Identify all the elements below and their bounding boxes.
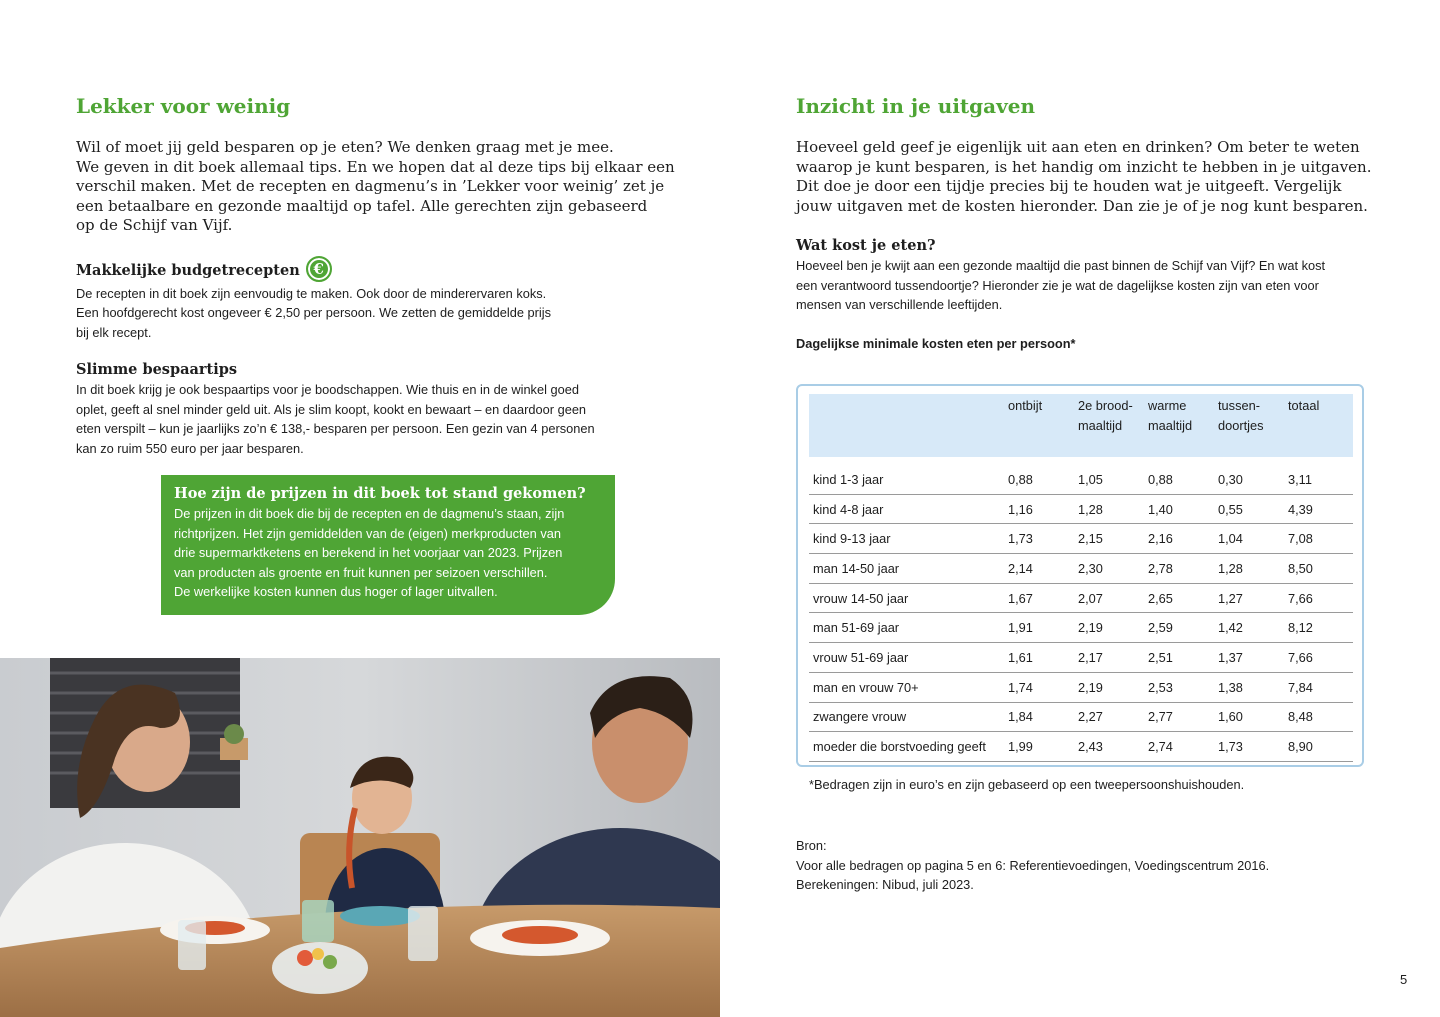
table-row <box>809 672 1353 702</box>
value-cell: 1,73 <box>1004 524 1074 554</box>
text-line: een verantwoord tussendoortje? Hieronder zie je wat de dagelijkse kosten zijn van eten voor <box>796 277 1319 293</box>
value-cell: 2,59 <box>1144 613 1214 643</box>
value-cell: 2,77 <box>1144 702 1214 732</box>
value-cell: 2,78 <box>1144 554 1214 584</box>
value-cell: 0,88 <box>1004 457 1074 494</box>
value-cell: 1,28 <box>1214 554 1284 584</box>
text-line: De recepten in dit boek zijn eenvoudig te maken. Ook door de minderervaren koks. <box>76 285 547 301</box>
text-line: mensen van verschillende leeftijden. <box>796 297 1003 312</box>
value-cell: 2,30 <box>1074 554 1144 584</box>
text-line: De werkelijke kosten kunnen dus hoger of lager uitvallen. <box>174 584 498 599</box>
value-cell: 0,88 <box>1144 457 1214 494</box>
table-row <box>809 643 1353 673</box>
value-cell: 1,61 <box>1004 643 1074 673</box>
intro-line: verschil maken. Met de recepten en dagmenu’s in ’Lekker voor weinig’ zet je <box>76 177 665 195</box>
value-cell: 1,04 <box>1214 524 1284 554</box>
text-line: In dit boek krijg je ook bespaartips voor je boodschappen. Wie thuis en in de winkel goed <box>76 382 579 397</box>
value-cell: 2,53 <box>1144 672 1214 702</box>
value-cell: 2,14 <box>1004 554 1074 584</box>
value-cell: 7,66 <box>1284 583 1353 613</box>
row-label-cell: vrouw 51-69 jaar <box>809 643 1004 673</box>
value-cell: 2,07 <box>1074 583 1144 613</box>
table-footnote: *Bedragen zijn in euro’s en zijn gebaseerd op een tweepersoonshuishouden. <box>809 777 1245 792</box>
row-label-cell: kind 1-3 jaar <box>809 457 1004 494</box>
header-cell-second-bread-meal <box>1074 394 1144 457</box>
food-cost-heading: Wat kost je eten? <box>796 237 936 254</box>
text-line: richtprijzen. Het zijn gemiddelden van de (eigen) merkproducten van <box>174 525 561 541</box>
intro-line: jouw uitgaven met de kosten hieronder. Dan zie je of je nog kunt besparen. <box>796 196 1368 215</box>
value-cell: 1,28 <box>1074 494 1144 524</box>
value-cell: 2,74 <box>1144 732 1214 762</box>
value-cell: 2,17 <box>1074 643 1144 673</box>
intro-line: een betaalbare en gezonde maaltijd op tafel. Alle gerechten zijn gebaseerd <box>76 196 648 215</box>
value-cell: 2,15 <box>1074 524 1144 554</box>
price-info-callout <box>161 475 615 615</box>
header-text: maaltijd <box>1078 417 1123 433</box>
saving-tips-section <box>76 360 656 458</box>
table-row <box>809 494 1353 524</box>
value-cell: 1,16 <box>1004 494 1074 524</box>
family-dinner-photo <box>0 658 720 1017</box>
table-row <box>809 554 1353 584</box>
table-title: Dagelijkse minimale kosten eten per persoon* <box>796 335 1076 351</box>
cost-table <box>809 394 1353 762</box>
header-text: doortjes <box>1218 417 1264 433</box>
intro-line: waarop je kunt besparen, is het handig om inzicht te hebben in je uitgaven. <box>796 157 1372 176</box>
value-cell: 1,05 <box>1074 457 1144 494</box>
left-column <box>76 92 675 458</box>
value-cell: 2,19 <box>1074 672 1144 702</box>
header-text: ontbijt <box>1008 398 1043 413</box>
budget-recipes-heading <box>76 258 656 284</box>
table-row <box>809 732 1353 762</box>
cost-table-card <box>796 384 1364 767</box>
header-text: 2e brood- <box>1078 398 1133 413</box>
value-cell: 2,43 <box>1074 732 1144 762</box>
value-cell: 0,30 <box>1214 457 1284 494</box>
value-cell: 2,19 <box>1074 613 1144 643</box>
header-text: warme <box>1148 398 1187 413</box>
intro-line: Wil of moet jij geld besparen op je eten? We denken graag met je mee. <box>76 138 614 156</box>
source-line: Bron: <box>796 838 827 853</box>
header-text: totaal <box>1288 398 1320 413</box>
header-cell-snacks <box>1214 394 1284 457</box>
page-number: 5 <box>1400 972 1408 987</box>
value-cell: 2,65 <box>1144 583 1214 613</box>
value-cell: 7,08 <box>1284 524 1353 554</box>
row-label-cell: zwangere vrouw <box>809 702 1004 732</box>
table-body <box>809 457 1353 761</box>
value-cell: 8,90 <box>1284 732 1353 762</box>
text-line: bij elk recept. <box>76 324 152 340</box>
value-cell: 2,27 <box>1074 702 1144 732</box>
header-text: tussen- <box>1218 398 1260 413</box>
value-cell: 1,99 <box>1004 732 1074 762</box>
header-text: maaltijd <box>1148 417 1193 433</box>
value-cell: 1,37 <box>1214 643 1284 673</box>
table-row <box>809 524 1353 554</box>
value-cell: 1,42 <box>1214 613 1284 643</box>
row-label-cell: man 14-50 jaar <box>809 554 1004 584</box>
table-row <box>809 613 1353 643</box>
value-cell: 2,51 <box>1144 643 1214 673</box>
value-cell: 0,55 <box>1214 494 1284 524</box>
row-label-cell: moeder die borstvoeding geeft <box>809 732 1004 762</box>
intro-line: Hoeveel geld geef je eigenlijk uit aan eten en drinken? Om beter te weten <box>796 138 1360 156</box>
food-cost-section <box>796 236 1376 315</box>
row-label-cell: man 51-69 jaar <box>809 613 1004 643</box>
text-line: eten verspilt – kun je jaarlijks zo’n € 138,- besparen per persoon. Een gezin van 4 personen <box>76 421 595 436</box>
intro-line: op de Schijf van Vijf. <box>76 216 233 234</box>
text-line: kan zo ruim 550 euro per jaar besparen. <box>76 440 304 456</box>
food-cost-text <box>796 256 1376 315</box>
budget-recipes-heading-text: Makkelijke budgetrecepten <box>76 261 300 279</box>
value-cell: 7,66 <box>1284 643 1353 673</box>
saving-tips-heading: Slimme bespaartips <box>76 361 238 378</box>
budget-recipes-text <box>76 284 656 343</box>
value-cell: 1,60 <box>1214 702 1284 732</box>
row-label-cell: man en vrouw 70+ <box>809 672 1004 702</box>
intro-line: We geven in dit boek allemaal tips. En we hopen dat al deze tips bij elkaar een <box>76 157 675 176</box>
text-line: van producten als groente en fruit kunnen per seizoen verschillen. <box>174 564 548 580</box>
intro-line: Dit doe je door een tijdje precies bij te houden wat je uitgeeft. Vergelijk <box>796 177 1342 195</box>
value-cell: 2,16 <box>1144 524 1214 554</box>
table-header-row <box>809 394 1353 457</box>
value-cell: 1,74 <box>1004 672 1074 702</box>
table-row <box>809 702 1353 732</box>
source-note <box>796 836 1269 895</box>
header-cell-total <box>1284 394 1353 457</box>
right-intro <box>796 138 1376 216</box>
header-cell-group <box>809 394 1004 457</box>
right-column <box>796 92 1376 353</box>
text-line: oplet, geeft al snel minder geld uit. Als je slim koopt, kookt en bewaart – en daardoor geen <box>76 401 587 417</box>
row-label-cell: vrouw 14-50 jaar <box>809 583 1004 613</box>
callout-text <box>174 504 605 602</box>
header-cell-warm-meal <box>1144 394 1214 457</box>
text-line: De prijzen in dit boek die bij de recepten en de dagmenu’s staan, zijn <box>174 506 565 521</box>
value-cell: 1,91 <box>1004 613 1074 643</box>
row-label-cell: kind 9-13 jaar <box>809 524 1004 554</box>
text-line: Hoeveel ben je kwijt aan een gezonde maaltijd die past binnen de Schijf van Vijf? En wat kost <box>796 258 1326 273</box>
budget-recipes-section <box>76 258 656 343</box>
value-cell: 1,67 <box>1004 583 1074 613</box>
value-cell: 8,48 <box>1284 702 1353 732</box>
header-cell-breakfast <box>1004 394 1074 457</box>
source-line: Berekeningen: Nibud, juli 2023. <box>796 877 974 892</box>
value-cell: 8,50 <box>1284 554 1353 584</box>
value-cell: 4,39 <box>1284 494 1353 524</box>
text-line: Een hoofdgerecht kost ongeveer € 2,50 per persoon. We zetten de gemiddelde prijs <box>76 305 551 320</box>
table-row <box>809 583 1353 613</box>
value-cell: 1,27 <box>1214 583 1284 613</box>
value-cell: 1,84 <box>1004 702 1074 732</box>
saving-tips-text <box>76 380 656 458</box>
row-label-cell: kind 4-8 jaar <box>809 494 1004 524</box>
source-line: Voor alle bedragen op pagina 5 en 6: Referentievoedingen, Voedingscentrum 2016. <box>796 857 1270 873</box>
value-cell: 1,73 <box>1214 732 1284 762</box>
value-cell: 1,38 <box>1214 672 1284 702</box>
left-page-title: Lekker voor weinig <box>76 94 291 118</box>
text-line: drie supermarktketens en berekend in het voorjaar van 2023. Prijzen <box>174 545 563 560</box>
table-row <box>809 457 1353 494</box>
left-intro <box>76 138 675 236</box>
euro-icon: € <box>306 256 332 282</box>
right-page-title: Inzicht in je uitgaven <box>796 94 1036 118</box>
value-cell: 3,11 <box>1284 457 1353 494</box>
value-cell: 1,40 <box>1144 494 1214 524</box>
value-cell: 8,12 <box>1284 613 1353 643</box>
callout-heading: Hoe zijn de prijzen in dit boek tot stand gekomen? <box>174 485 586 502</box>
value-cell: 7,84 <box>1284 672 1353 702</box>
